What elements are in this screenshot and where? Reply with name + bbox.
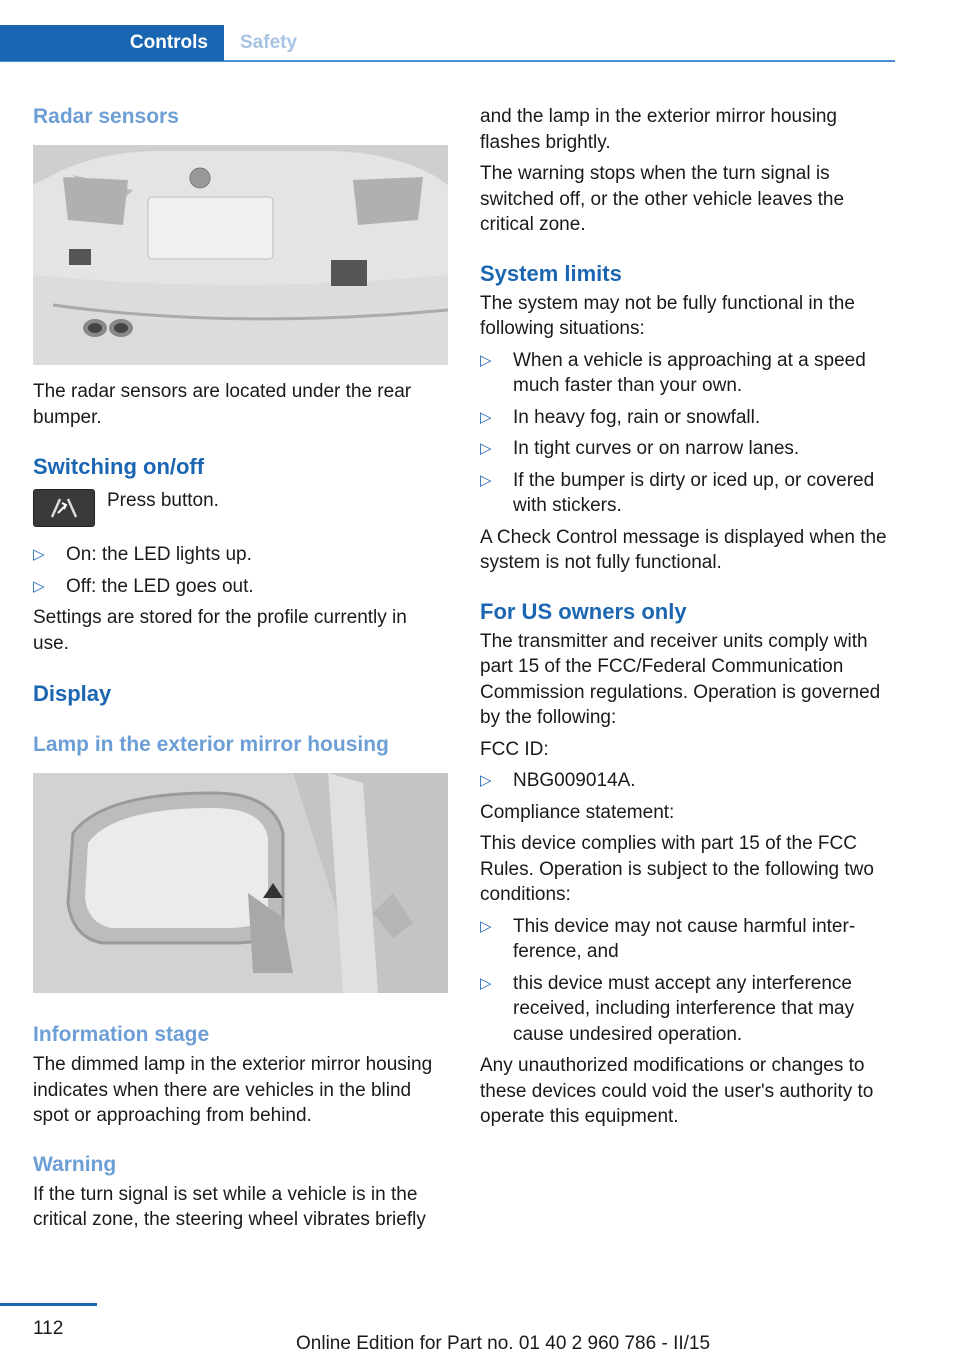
check-control-text: A Check Control message is displayed when the system is not fully functional.: [480, 526, 887, 573]
conditions-list: [480, 914, 900, 1048]
triangle-right-icon: ▷: [33, 546, 45, 563]
triangle-right-icon: ▷: [480, 440, 492, 457]
limits-list: [480, 348, 900, 519]
warning-heading: Warning: [33, 1152, 117, 1176]
final-text: Any unauthorized modifications or changes to these devices could void the user's authority to operate this equipment.: [480, 1055, 874, 1127]
lamp-heading: Lamp in the exterior mirror housing: [33, 733, 389, 756]
edition-text: Online Edition for Part no. 01 40 2 960 786 - II/15: [296, 1333, 711, 1354]
chapter-tabbar: [0, 25, 895, 62]
left-column: [33, 100, 448, 1233]
blind-spot-button-icon: [33, 489, 95, 527]
warning-stop-text: The warning stops when the turn signal is switched off, or the other vehicle leaves the critical zone.: [480, 163, 845, 235]
radar-sensors-text: The radar sensors are located under the rear bumper.: [33, 381, 412, 428]
tab-safety[interactable]: Safety: [240, 32, 298, 53]
list-item: ▷ In heavy fog, rain or snowfall.: [480, 405, 900, 431]
triangle-right-icon: ▷: [480, 772, 492, 789]
triangle-right-icon: ▷: [33, 577, 45, 595]
triangle-right-icon: ▷: [480, 974, 492, 992]
tab-controls[interactable]: Controls: [0, 25, 224, 61]
triangle-right-icon: ▷: [480, 471, 492, 489]
list-item: ▷ NBG009014A.: [480, 768, 900, 794]
fcc-id-label: FCC ID:: [480, 738, 549, 760]
information-stage-text: The dimmed lamp in the exterior mirror housing indicates when there are vehicles in the blind spot or approaching from behind.: [33, 1054, 433, 1126]
radar-sensors-heading: Radar sensors: [33, 105, 179, 128]
list-item: ▷ This device may not cause harmful interference, and: [480, 915, 856, 962]
compliance-text: This device complies with part 15 of the FCC Rules. Operation is subject to the following two conditions:: [480, 833, 874, 905]
press-button-text: Press button.: [107, 490, 219, 511]
information-stage-heading: Information stage: [33, 1023, 210, 1046]
list-item: ▷ On: the LED lights up.: [33, 542, 448, 568]
list-item: ▷ When a vehicle is approaching at a speed much faster than your own.: [480, 349, 866, 396]
footer-rule: [0, 1303, 97, 1306]
continued-text: and the lamp in the exterior mirror housing flashes brightly.: [480, 106, 837, 153]
list-item: ▷ this device must accept any interference received, including interference that may cause undesired operation.: [480, 972, 855, 1045]
list-item: ▷ In tight curves or on narrow lanes.: [480, 436, 900, 462]
list-item: ▷ Off: the LED goes out.: [33, 574, 448, 600]
rear-bumper-photo: [33, 145, 448, 365]
settings-text: Settings are stored for the profile currently in use.: [33, 607, 407, 654]
system-limits-heading: System limits: [480, 260, 622, 286]
compliance-label: Compliance statement:: [480, 801, 675, 823]
exterior-mirror-photo: [33, 773, 448, 993]
list-item: ▷ If the bumper is dirty or iced up, or covered with stickers.: [480, 469, 875, 516]
triangle-right-icon: ▷: [480, 917, 492, 935]
warning-text: If the turn signal is set while a vehicle is in the critical zone, the steering wheel vibrates briefly: [33, 1183, 426, 1230]
display-heading: Display: [33, 681, 112, 706]
triangle-right-icon: ▷: [480, 408, 492, 426]
switching-heading: Switching on/off: [33, 454, 205, 479]
switch-bullets: [33, 542, 448, 599]
us-owners-text: The transmitter and receiver units comply with part 15 of the FCC/Federal Communication Commission regulations. Operation is governed by the following:: [480, 630, 881, 728]
system-limits-intro: The system may not be fully functional in the following situations:: [480, 292, 855, 339]
triangle-right-icon: ▷: [480, 351, 492, 369]
us-owners-heading: For US owners only: [480, 598, 687, 624]
right-column: [480, 104, 900, 1130]
button-row: [33, 489, 448, 527]
page-number: 112: [33, 1318, 64, 1339]
